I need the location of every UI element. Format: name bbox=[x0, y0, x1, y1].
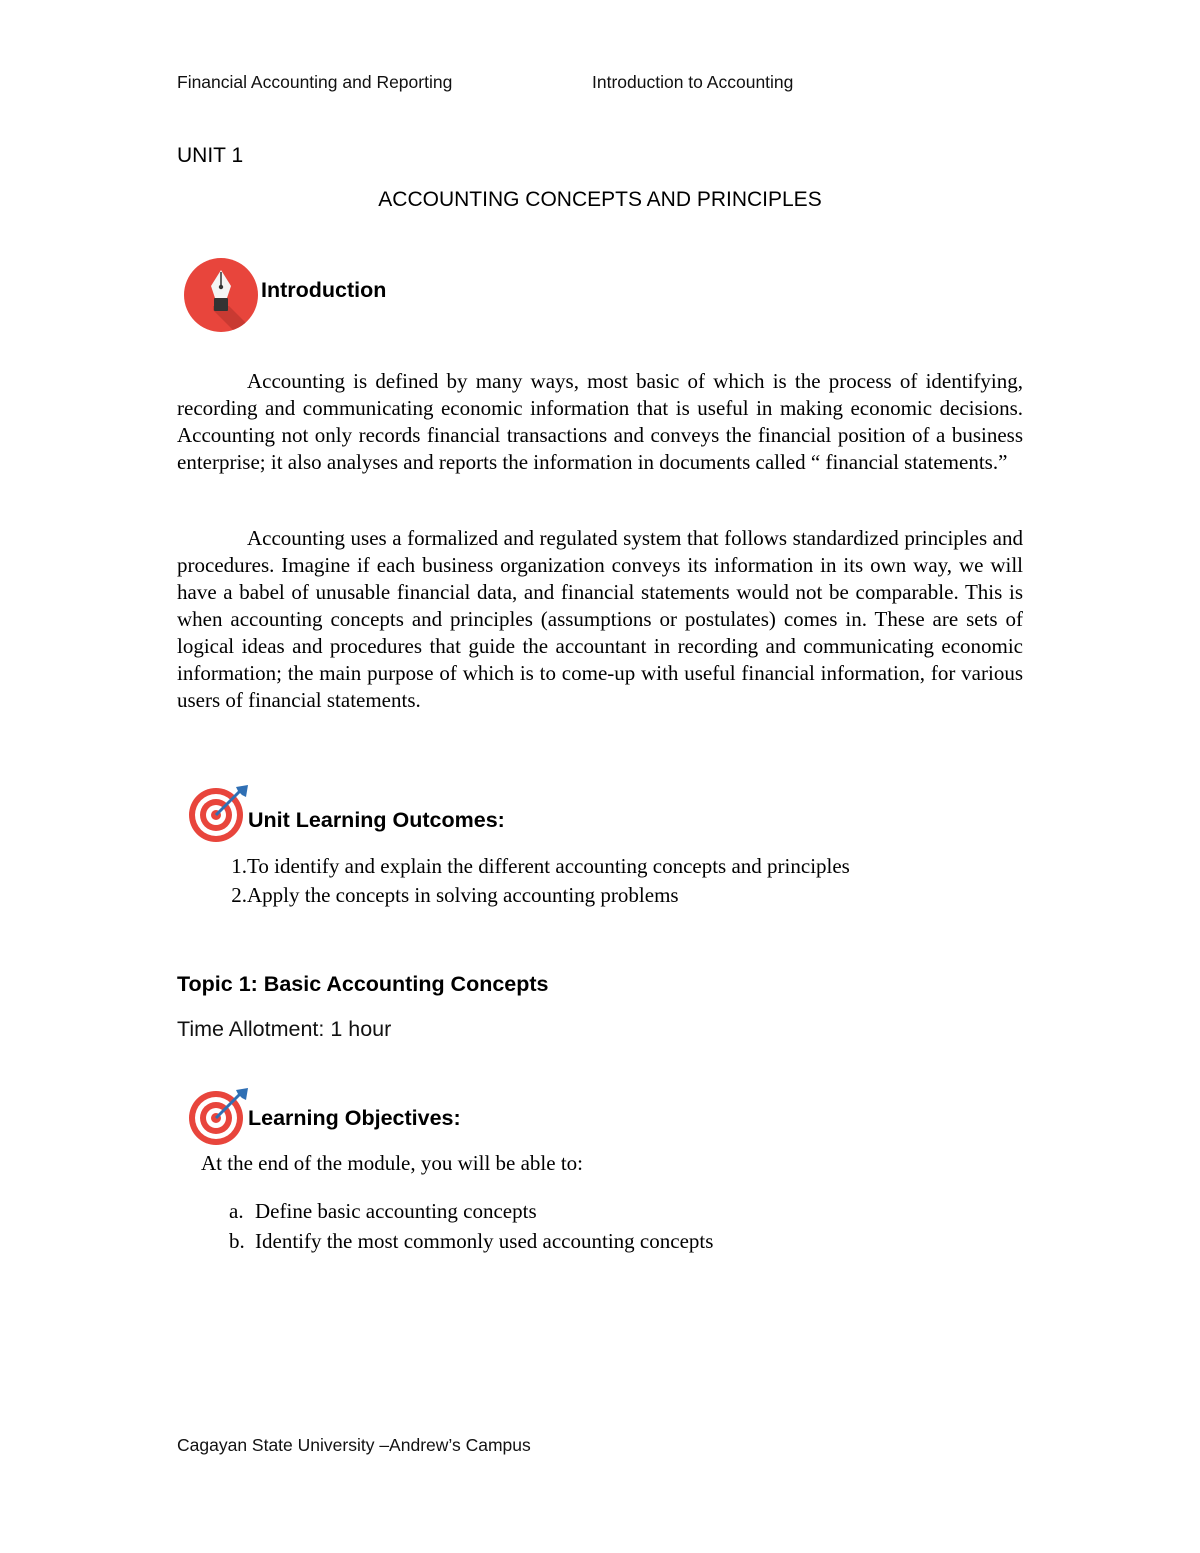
list-item bbox=[177, 852, 850, 881]
learning-objectives-heading: Learning Objectives: bbox=[248, 1106, 461, 1130]
intro-paragraph-1: Accounting is defined by many ways, most basic of which is the process of identifying, recording and communicating economic information that is useful in making economic decisions. Accounting not only records financial transactions and conveys the financial position of a business enterprise; it also analyses and reports the information in documents called “ financial statements.” bbox=[177, 369, 1023, 474]
intro-paragraph-2: Accounting uses a formalized and regulated system that follows standardized principles and procedures. Imagine if each business organization conveys its information in its own way, we will have a babel of unusable financial data, and financial statements would not be comparable. This is when accounting concepts and principles (assumptions or postulates) comes in. These are sets of logical ideas and procedures that guide the accountant in recording and communicating economic information; the main purpose of which is to come-up with useful financial information, for various users of financial statements. bbox=[177, 526, 1023, 712]
page-title: ACCOUNTING CONCEPTS AND PRINCIPLES bbox=[378, 188, 822, 211]
list-item-text: To identify and explain the different accounting concepts and principles bbox=[247, 854, 850, 878]
list-item-text: Identify the most commonly used accounting concepts bbox=[255, 1229, 714, 1253]
introduction-heading: Introduction bbox=[261, 278, 387, 302]
unit-outcomes-heading: Unit Learning Outcomes: bbox=[248, 808, 505, 832]
unit-label: UNIT 1 bbox=[177, 144, 244, 167]
list-item bbox=[229, 1196, 713, 1226]
objectives-intro: At the end of the module, you will be able to: bbox=[201, 1151, 583, 1175]
objectives-list bbox=[229, 1196, 713, 1256]
unit-outcomes-list bbox=[177, 852, 850, 910]
target-icon bbox=[186, 1086, 250, 1146]
list-marker: b. bbox=[229, 1229, 245, 1253]
list-marker: 2. bbox=[231, 883, 247, 907]
list-marker: a. bbox=[229, 1199, 244, 1223]
list-item-text: Define basic accounting concepts bbox=[255, 1199, 537, 1223]
pen-nib-icon bbox=[183, 258, 261, 332]
list-item bbox=[229, 1226, 713, 1256]
list-marker: 1. bbox=[231, 854, 247, 878]
topic-heading: Topic 1: Basic Accounting Concepts bbox=[177, 972, 549, 996]
target-icon bbox=[186, 783, 250, 843]
footer-institution: Cagayan State University –Andrew’s Campus bbox=[177, 1435, 531, 1455]
list-item-text: Apply the concepts in solving accounting problems bbox=[247, 883, 679, 907]
header-course-title: Financial Accounting and Reporting bbox=[177, 72, 453, 92]
time-allotment: Time Allotment: 1 hour bbox=[177, 1017, 392, 1041]
list-item bbox=[177, 881, 850, 910]
header-chapter-title: Introduction to Accounting bbox=[592, 72, 794, 92]
